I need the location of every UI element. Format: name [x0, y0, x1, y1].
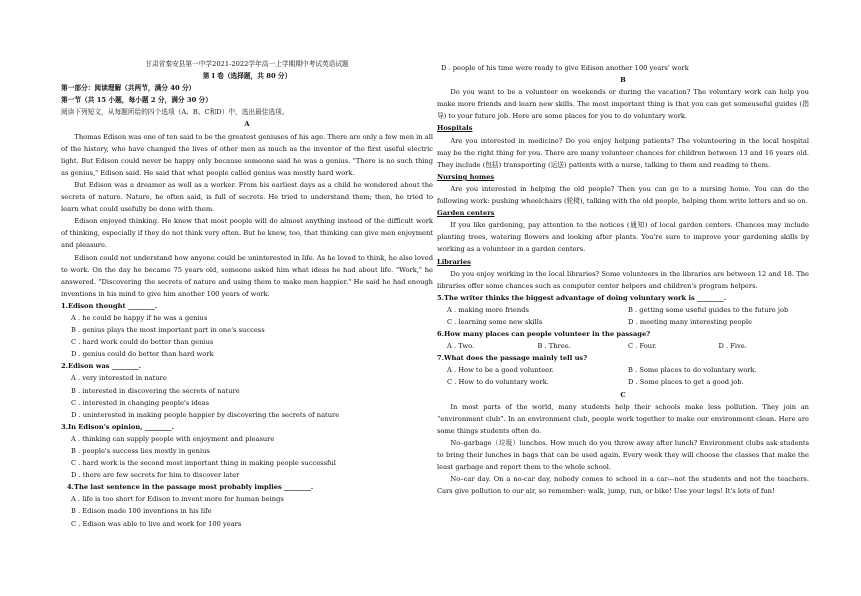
option-a: A . he could be happy if he was a genius	[71, 313, 208, 322]
option-d: D . Some places to get a good job.	[628, 378, 744, 387]
option-b: B . getting some useful guides to the future job	[628, 305, 789, 314]
options-row	[437, 364, 809, 376]
passage-a-label: A	[244, 120, 250, 129]
right-column	[437, 62, 809, 497]
passage-b-nursing-homes: Are you interested in helping the old people? Then you can go to a nursing home. You can do the following work: pushing wheelchairs (轮椅), talking with the old people, helping them write letters and so on.	[437, 184, 809, 206]
option-c: C . hard work could do better than genius	[71, 338, 214, 347]
passage-c-paragraph-1: In most parts of the world, many students help their schools make less pollution. They join an “environment club”. In an environment club, people work together to make our environment clean. Here are some things students often do.	[437, 402, 809, 435]
question-stem: 7.What does the passage mainly tell us?	[437, 354, 588, 363]
question-5	[437, 292, 809, 328]
option-a: A . very interested in nature	[71, 374, 167, 383]
option-a: A . thinking can supply people with enjoyment and pleasure	[71, 434, 275, 443]
passage-a-paragraph-1: Thomas Edison was one of ten said to be the greatest geniuses of his age. There are only a few men in all of the history, who have changed the lives of other men as much as the inventor of the first useful electric light. But Edison could never be happy only because someone said he was a genius. "There is no such thing as genius," Edison said. He said that what people called genius was mostly hard work.	[61, 132, 433, 177]
question-7	[437, 352, 809, 388]
option-d: D . meeting many interesting people	[628, 317, 752, 326]
heading-garden-centers: Garden centers	[437, 209, 495, 218]
instruction-text: 阅读下列短文，从每题所给的四个选项（A、B、C和D）中，选出最佳选项。	[61, 108, 289, 117]
left-column	[61, 58, 433, 530]
option-c: C . How to do voluntary work.	[447, 378, 549, 387]
option-b: B . people's success lies mostly in genius	[71, 447, 210, 455]
option-a: A . making more friends	[447, 305, 529, 314]
question-2	[61, 360, 433, 420]
exam-title: 甘肃省秦安县第一中学2021-2022学年高一上学期期中考试英语试题	[145, 60, 349, 68]
volume-heading: 第 I 卷（选择题，共 80 分）	[202, 72, 292, 81]
passage-c-label: C	[620, 390, 626, 399]
question-stem: 1.Edison thought ________.	[61, 301, 158, 310]
option-b: B . genius plays the most important part in one's success	[71, 326, 265, 335]
question-stem: 6.How many places can people volunteer in the passage?	[437, 330, 651, 339]
question-4	[61, 481, 433, 529]
question-3	[61, 421, 433, 481]
question-1	[61, 300, 433, 360]
options-row	[437, 376, 809, 388]
option-d: D . Five.	[718, 342, 747, 351]
passage-b-label: B	[620, 76, 626, 85]
option-c: C . hard work is the second most important thing in making people successful	[71, 459, 336, 468]
option-d: D . uninterested in making people happier by discovering the secrets of nature	[71, 410, 340, 419]
question-stem: 4.The last sentence in the passage most probably implies ________.	[67, 483, 314, 492]
passage-b-libraries: Do you enjoy working in the local libraries? Some volunteers in the libraries are between 12 and 18. The libraries offer some chances such as computer center helpers and children's program helpers.	[437, 269, 809, 290]
option-a: A . How to be a good volunteer.	[447, 366, 554, 375]
option-a: A . Two.	[447, 342, 475, 351]
option-a: A . life is too short for Edison to invent more for human beings	[71, 495, 284, 504]
option-c: C . Four.	[628, 342, 657, 351]
passage-a-paragraph-4: Edison could not understand how anyone could be uninterested in life. As he loved to think, he also loved to work. On the day he became 75 years old, someone asked him what ideas he had about life. "Work," he answered. "Discovering the secrets of nature and using them to make men happier." He said he had enough inventions in his mind to give him another 100 years of work.	[61, 253, 433, 298]
question-stem: 2.Edison was ________.	[61, 362, 141, 371]
question-4-option-d: D . people of his time were ready to give Edison another 100 years' work	[441, 64, 689, 72]
options-row	[437, 304, 809, 316]
question-stem: 5.The writer thinks the biggest advantage of doing voluntary work is ________.	[437, 293, 727, 302]
part-heading: 第一部分：阅读理解（共两节，满分 40 分）	[61, 84, 196, 93]
options-row	[437, 316, 809, 328]
section-heading: 第一节（共 15 小题，每小题 2 分，满分 30 分）	[61, 96, 212, 105]
heading-nursing-homes: Nursing homes	[437, 172, 495, 181]
option-b: B . interested in discovering the secrets of nature	[71, 386, 240, 395]
passage-a-paragraph-2: But Edison was a dreamer as well as a worker. From his earliest days as a child he wondered about the secrets of nature. Nature, he often said, is full of secrets. He tried to understand them; then, he tried to learn what could usefully be done with them.	[61, 180, 433, 214]
passage-b-hospitals: Are you interested in medicine? Do you enjoy helping patients? The volunteering in the local hospital may be the right thing for you. There are many volunteer chances for children between 13 and 16 years old. They include (包括) transporting (运送) patients with a nurse, talking to them and reading to them.	[437, 136, 809, 169]
option-d: D . genius could do better than hard work	[71, 350, 214, 359]
passage-a-paragraph-3: Edison enjoyed thinking. He knew that most people will do almost anything instead of the difficult work of thinking, especially if they do not think very often. But he knew, too, that thinking can give men enjoyment and pleasure.	[61, 217, 433, 250]
question-stem: 3.In Edison's opinion, ________.	[61, 422, 174, 431]
passage-c-paragraph-3: No–car day. On a no-car day, nobody comes to school in a car---not the students and not the teachers. Cars give pollution to our air, so remember: walk, jump, run, or bike! Use your legs! It's lots of fun!	[437, 475, 809, 496]
option-b: B . Three.	[537, 342, 571, 351]
passage-c-paragraph-2: No–garbage（垃圾）lunches. How much do you throw away after lunch? Environment clubs ask students to bring their lunches in bags that can be used again. Every week they will choose the classes that make the least garbage and report them to the whole school.	[437, 438, 809, 472]
option-b: B . Some places to do voluntary work.	[628, 366, 757, 375]
heading-libraries: Libraries	[437, 257, 471, 266]
passage-b-garden-centers: If you like gardening, pay attention to the notices (通知) of local garden centers. Chances may include planting trees, watering flowers and looking after plants. You're sure to improve your gardening skills by working as a volunteer in a garden centers.	[437, 221, 809, 254]
heading-hospitals: Hospitals	[437, 124, 473, 133]
option-d: D . there are few secrets for him to discover later	[71, 471, 240, 480]
option-b: B . Edison made 100 inventions in his life	[71, 507, 212, 516]
passage-b-intro: Do you want to be a volunteer on weekends or during the vacation? The voluntary work can help you make more friends and learn new skills. The most important thing is that you can get someuseful guides (指导) to your future job. Here are some places for you to do voluntary work.	[437, 88, 809, 121]
option-c: C . learning some new skills	[447, 317, 543, 326]
question-6	[437, 328, 809, 352]
options-row	[437, 340, 809, 352]
option-c: C . Edison was able to live and work for 100 years	[71, 519, 242, 528]
option-c: C . interested in changing people's ideas	[71, 398, 210, 407]
